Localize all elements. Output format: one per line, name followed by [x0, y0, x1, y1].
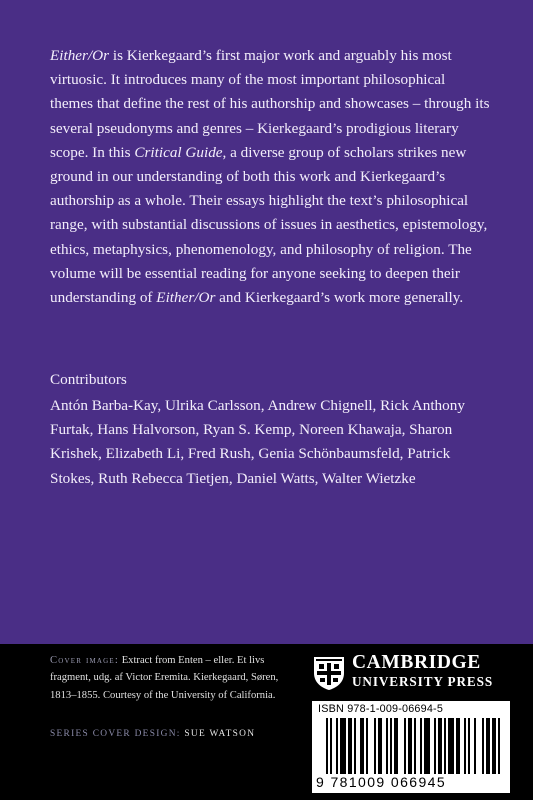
blurb-part-2: , a diverse group of scholars strikes new ground in our understanding of both this work and Kierkegaard’s authorship as a whole. Their essays highlight the text’s philosophical range, with substantial discussions of issues in aesthetics, epistemology, ethics, metaphysics, phenomenology, and philosophy of religion. The volume will be essential reading for anyone seeking to deepen their understanding of [50, 143, 488, 307]
barcode-digits: 9 781009 066945 [316, 774, 446, 790]
barcode-box [312, 701, 510, 793]
cover-image-label: Cover image: [50, 655, 120, 666]
series-cover-design [50, 729, 255, 739]
blurb-guide-italic: Critical Guide [134, 143, 223, 161]
series-design-label: SERIES COVER DESIGN: [50, 729, 181, 739]
cambridge-logo [312, 652, 512, 692]
bottom-panel [0, 644, 533, 800]
cover-image-credit [50, 652, 280, 704]
blurb-part-3: and Kierkegaard’s work more generally. [215, 289, 464, 307]
blurb-text [50, 44, 490, 310]
isbn-text: ISBN 978-1-009-06694-5 [318, 703, 444, 715]
cambridge-shield-icon [312, 655, 346, 691]
publisher-name-line2: UNIVERSITY PRESS [352, 674, 494, 689]
blurb-title-italic: Either/Or [50, 47, 110, 64]
series-design-value: SUE WATSON [184, 729, 256, 739]
blurb-title-italic-2: Either/Or [156, 289, 216, 307]
contributors-list: Antón Barba-Kay, Ulrika Carlsson, Andrew Chignell, Rick Anthony Furtak, Hans Halvorson, Ryan S. Kemp, Noreen Khawaja, Sharon Krishek, Elizabeth Li, Fred Rush, Genia Schönbaumsfeld, Patrick Stokes, Ruth Rebecca Tietjen, Daniel Watts, Walter Wietzke [50, 397, 465, 487]
blurb-part-1: is Kierkegaard’s first major work and arguably his most virtuosic. It introduces many of the most important philosophical themes that define the rest of his authorship and showcases – through its several pseudonyms and genres – Kierkegaard’s prodigious literary scope. In this [50, 47, 490, 161]
cover-image-text: Extract from Enten – eller. Et livs fragment, udg. af Victor Eremita. Kierkegaard, Søren, 1813–1855. Courtesy of the University of California. [50, 655, 279, 701]
contributors-heading: Contributors [50, 371, 127, 388]
barcode-bars [326, 718, 502, 774]
publisher-name-line1: CAMBRIDGE [352, 652, 481, 673]
